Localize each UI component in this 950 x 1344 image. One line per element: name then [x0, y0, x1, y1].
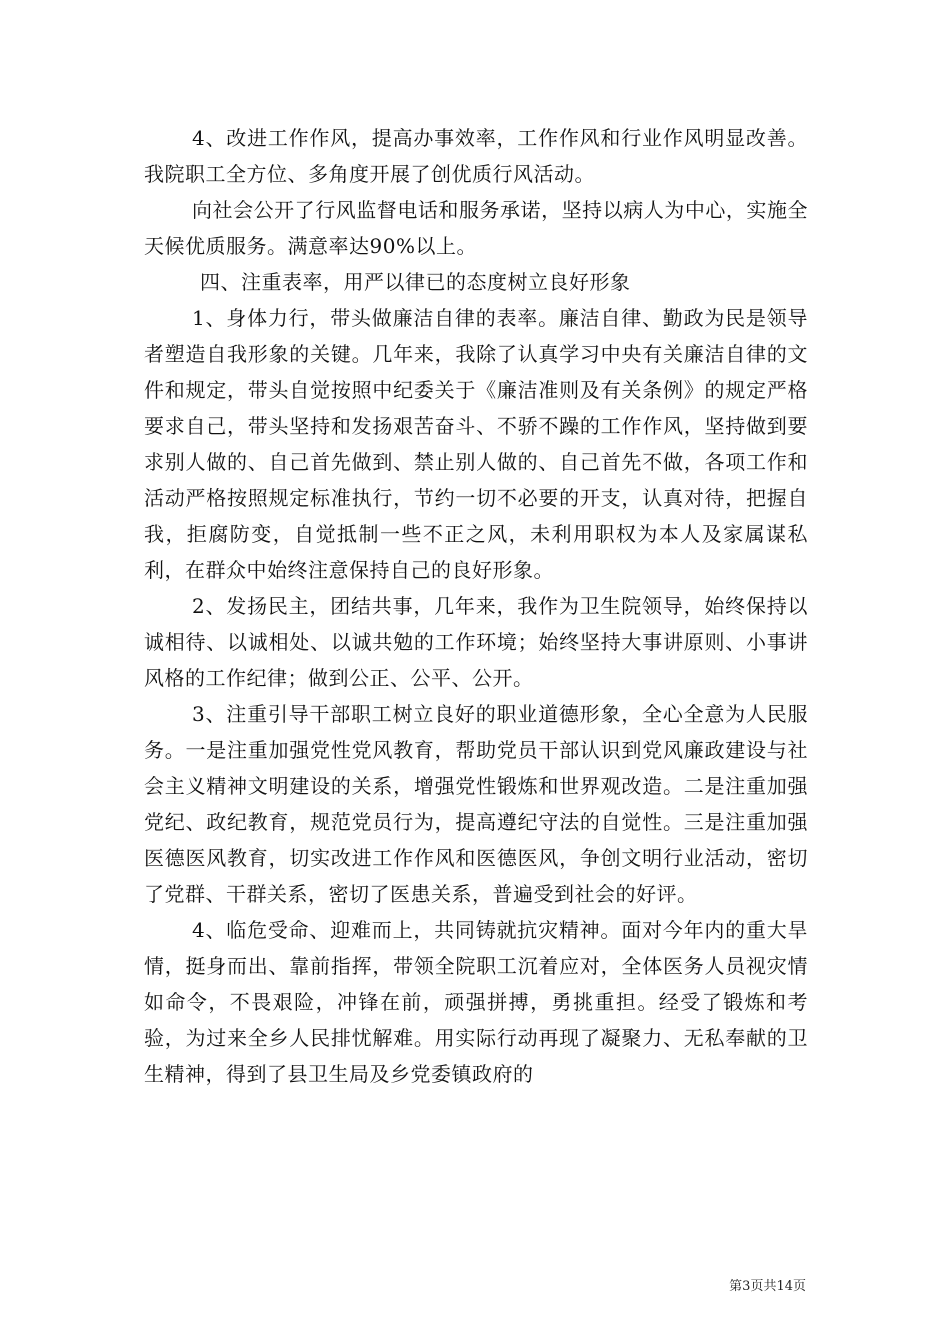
paragraph-disaster-response: 4、临危受命、迎难而上，共同铸就抗灾精神。面对今年内的重大旱情，挺身而出、靠前指挥，带领全院职工沉着应对，全体医务人员视灾情如命令，不畏艰险，冲锋在前，顽强拼搏，勇挑重担。经受了锻炼和考验，为过来全乡人民排忧解难。用实际行动再现了凝聚力、无私奉献的卫生精神，得到了县卫生局及乡党委镇政府的 — [144, 918, 808, 1086]
paragraph-democracy: 2、发扬民主，团结共事，几年来，我作为卫生院领导，始终保持以诚相待、以诚相处、以诚共勉的工作环境；始终坚持大事讲原则、小事讲风格的工作纪律；做到公正、公平、公开。 — [144, 594, 808, 690]
section-heading-four: 四、注重表率，用严以律已的态度树立良好形象 — [200, 270, 631, 294]
paragraph-self-discipline: 1、身体力行，带头做廉洁自律的表率。廉洁自律、勤政为民是领导者塑造自我形象的关键。几年来，我除了认真学习中央有关廉洁自律的文件和规定，带头自觉按照中纪委关于《廉洁准则及有关条例》的规定严格要求自己，带头坚持和发扬艰苦奋斗、不骄不躁的工作作风，坚持做到要求别人做的、自己首先做到、禁止别人做的、自己首先不做，各项工作和活动严格按照规定标准执行，节约一切不必要的开支，认真对待，把握自我，拒腐防变，自觉抵制一些不正之风，未利用职权为本人及家属谋私利，在群众中始终注意保持自己的良好形象。 — [144, 306, 808, 582]
paragraph-professional-ethics: 3、注重引导干部职工树立良好的职业道德形象，全心全意为人民服务。一是注重加强党性党风教育，帮助党员干部认识到党风廉政建设与社会主义精神文明建设的关系，增强党性锻炼和世界观改造。二是注重加强党纪、政纪教育，规范党员行为，提高遵纪守法的自觉性。三是注重加强医德医风教育，切实改进工作作风和医德医风，争创文明行业活动，密切了党群、干群关系，密切了医患关系，普遍受到社会的好评。 — [144, 702, 808, 906]
paragraph-public-commitment: 向社会公开了行风监督电话和服务承诺，坚持以病人为中心，实施全天候优质服务。满意率达90%以上。 — [144, 198, 808, 258]
paragraph-work-style: 4、改进工作作风，提高办事效率，工作作风和行业作风明显改善。我院职工全方位、多角度开展了创优质行风活动。 — [144, 126, 808, 186]
document-body — [144, 120, 808, 1092]
page-number-footer: 第3页共14页 — [729, 1279, 806, 1294]
